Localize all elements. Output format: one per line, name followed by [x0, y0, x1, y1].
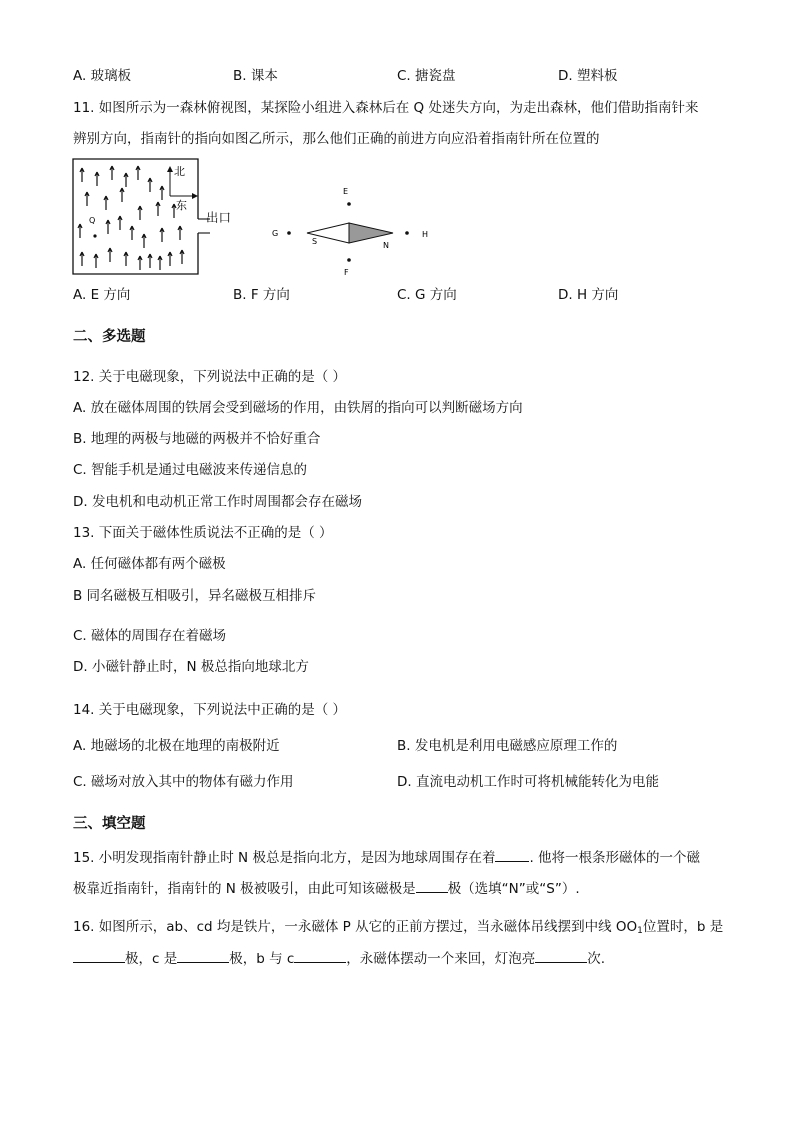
east-label: 东 — [176, 199, 187, 212]
dot-e — [347, 202, 351, 206]
q16-line1 — [73, 918, 723, 940]
q16-text-1a: 16. 如图所示，ab、cd 均是铁片，一永磁体 P 从它的正前方摆过，当永磁体吊线摆到中线 OO — [73, 919, 638, 935]
section-2-title: 二、多选题 — [73, 329, 146, 345]
q13-option-b: B 同名磁极互相吸引，异名磁极互相排斥 — [73, 588, 317, 604]
q16-text-1b: 位置时，b 是 — [642, 919, 724, 935]
label-g: G — [272, 229, 279, 238]
label-f: F — [344, 268, 349, 277]
q12-option-a: A. 放在磁体周围的铁屑会受到磁场的作用，由铁屑的指向可以判断磁场方向 — [73, 400, 523, 416]
q15-text-1b: . 他将一根条形磁体的一个磁 — [529, 850, 701, 866]
label-e: E — [343, 187, 349, 196]
q15-blank-1[interactable] — [495, 848, 529, 862]
q12-option-c: C. 智能手机是通过电磁波来传递信息的 — [73, 462, 308, 478]
q11-option-d: D. H 方向 — [558, 287, 619, 303]
q16-line2 — [73, 949, 605, 968]
q16-blank-4[interactable] — [535, 949, 587, 963]
q15-blank-2[interactable] — [416, 879, 448, 893]
q10-option-b: B. 课本 — [233, 68, 278, 84]
north-label: 北 — [174, 165, 185, 178]
dot-g — [287, 231, 291, 235]
q15-text-2b: 极（选填“N”或“S”）. — [447, 881, 580, 897]
q14-option-a: A. 地磁场的北极在地理的南极附近 — [73, 738, 280, 754]
q10-option-c: C. 搪瓷盘 — [397, 68, 456, 84]
q16-subscript: 1 — [637, 926, 643, 936]
q10-option-a: A. 玻璃板 — [73, 68, 132, 84]
q12-option-b: B. 地理的两极与地磁的两极并不恰好重合 — [73, 431, 321, 447]
label-h: H — [422, 230, 429, 239]
q16-text-2c: ，永磁体摆动一个来回，灯泡亮 — [346, 951, 536, 967]
q15-line1 — [73, 848, 700, 867]
q15-text-1a: 15. 小明发现指南针静止时 N 极总是指向北方，是因为地球周围存在着 — [73, 850, 496, 866]
q15-text-2a: 极靠近指南针，指南针的 N 极被吸引，由此可知该磁极是 — [73, 881, 416, 897]
q14-option-b: B. 发电机是利用电磁感应原理工作的 — [397, 738, 618, 754]
q12-option-d: D. 发电机和电动机正常工作时周围都会存在磁场 — [73, 494, 362, 510]
q16-blank-2[interactable] — [177, 949, 229, 963]
compass-figure — [262, 180, 442, 280]
q13-option-d: D. 小磁针静止时，N 极总指向地球北方 — [73, 659, 309, 675]
q12-stem: 12. 关于电磁现象，下列说法中正确的是（ ） — [73, 369, 347, 385]
q11-stem-line2: 辨别方向，指南针的指向如图乙所示，那么他们正确的前进方向应沿着指南针所在位置的 — [73, 131, 600, 147]
q11-option-c: C. G 方向 — [397, 287, 457, 303]
q-point-dot — [93, 234, 96, 237]
needle-north — [349, 223, 393, 243]
q16-text-2a: 极，c 是 — [125, 951, 178, 967]
q10-option-d: D. 塑料板 — [558, 68, 618, 84]
q15-line2 — [73, 879, 580, 898]
q16-blank-3[interactable] — [294, 949, 346, 963]
q14-stem: 14. 关于电磁现象，下列说法中正确的是（ ） — [73, 702, 347, 718]
q13-option-a: A. 任何磁体都有两个磁极 — [73, 556, 226, 572]
q16-blank-1[interactable] — [73, 949, 125, 963]
q13-option-c: C. 磁体的周围存在着磁场 — [73, 628, 227, 644]
q14-option-d: D. 直流电动机工作时可将机械能转化为电能 — [397, 774, 659, 790]
q11-stem-line1: 11. 如图所示为一森林俯视图，某探险小组进入森林后在 Q 处迷失方向，为走出森林，他们借助指南针来 — [73, 100, 699, 116]
section-3-title: 三、填空题 — [73, 816, 146, 832]
q11-option-a: A. E 方向 — [73, 287, 131, 303]
q11-option-b: B. F 方向 — [233, 287, 290, 303]
exit-label: 出口 — [206, 210, 232, 225]
q13-stem: 13. 下面关于磁体性质说法不正确的是（ ） — [73, 525, 333, 541]
label-s: S — [312, 237, 318, 246]
dot-f — [347, 258, 351, 262]
dot-h — [405, 231, 409, 235]
q16-text-2d: 次. — [587, 951, 606, 967]
q14-option-c: C. 磁场对放入其中的物体有磁力作用 — [73, 774, 294, 790]
q16-text-2b: 极，b 与 c — [229, 951, 295, 967]
label-n: N — [383, 241, 389, 250]
q-point-label: Q — [89, 216, 96, 225]
